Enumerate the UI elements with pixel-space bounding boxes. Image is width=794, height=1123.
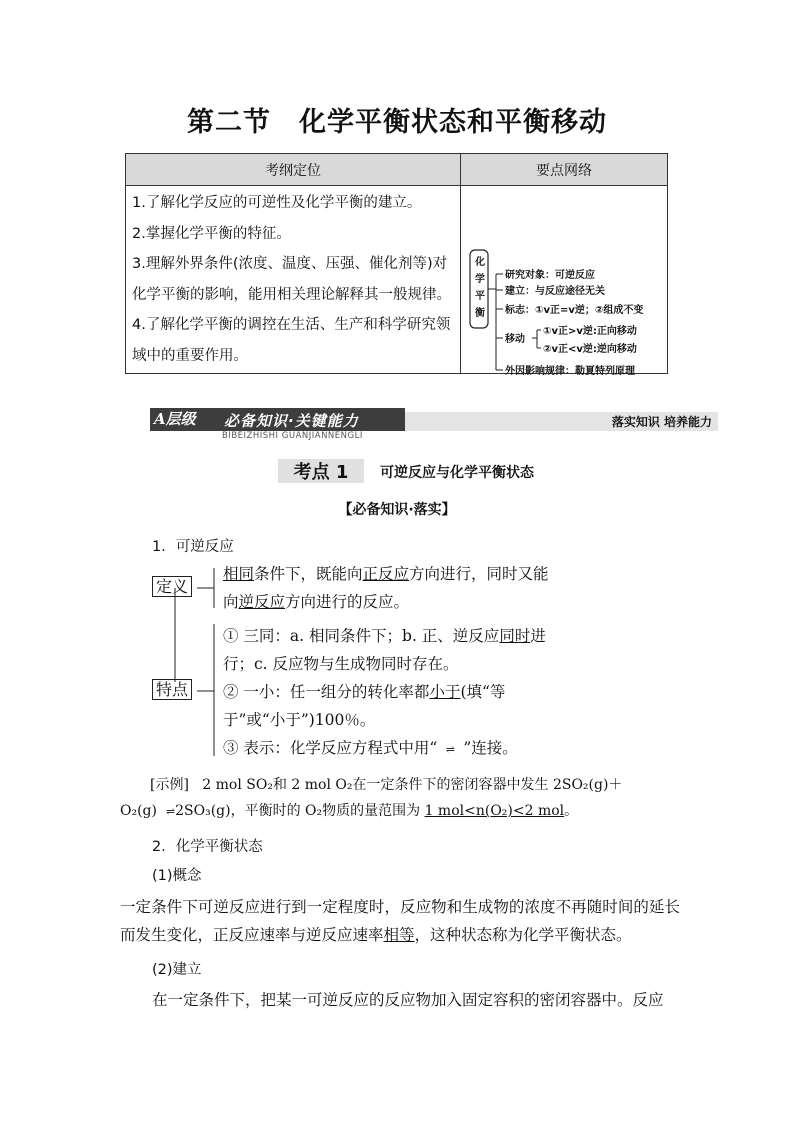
level-label: A层级 (154, 410, 196, 428)
definition-label: 定义 (152, 577, 192, 597)
example-line-2: O₂(g) ⇌2SO₃(g)，平衡时的 O₂物质的量范围为 1 mol<n(O₂)<2 mol。 (120, 803, 579, 819)
banner-right-text: 落实知识 培养能力 (611, 415, 712, 429)
banner-band (405, 412, 718, 431)
concept-item: 建立：与反应途径无关 (505, 286, 605, 297)
example-block: [示例] 2 mol SO₂和 2 mol O₂在一定条件下的密闭容器中发生 2SO₂(g)＋ (150, 777, 623, 793)
heading-equilibrium: 2．化学平衡状态 (152, 839, 263, 855)
build-paragraph: 在一定条件下，把某一可逆反应的反应物加入固定容积的密闭容器中。反应 (152, 991, 664, 1009)
example-answer: 1 mol<n(O₂)<2 mol (424, 803, 565, 819)
banner-pinyin: BIBEIZHISHI GUANJIANNENGLI (222, 431, 363, 441)
definition-text: 相同条件下，既能向正反应方向进行，同时又能 向逆反应方向进行的反应。 (223, 565, 549, 611)
level-banner (150, 408, 405, 431)
concept-item: 研究对象：可逆反应 (505, 270, 595, 281)
kaodian-title: 可逆反应与化学平衡状态 (380, 465, 534, 481)
goal-item: 4.了解化学平衡的调控在生活、生产和科学研究领域中的重要作用。 (132, 317, 451, 364)
concept-move-2: ②v正<v逆:逆向移动 (543, 344, 637, 355)
outline-goals (126, 186, 461, 374)
concept-center: 化学平衡 (475, 257, 485, 319)
concept-map (461, 186, 668, 377)
outline-header-2: 要点网络 (461, 154, 668, 186)
subheading-concept: (1)概念 (152, 868, 202, 884)
section-title: 化学平衡状态和平衡移动 (299, 107, 607, 138)
goal-item: 2.掌握化学平衡的特征。 (132, 225, 291, 242)
banner-main-text: 必备知识·关键能力 (224, 412, 359, 430)
outline-table (125, 153, 668, 377)
feature-text: ① 三同：a. 相同条件下；b. 正、逆反应同时进 行；c. 反应物与生成物同时存在。 ② 一小：任一组分的转化率都小于(填“等 于”或“小于”)100％。 ③ 表示：化学反应方程式中用“ ⇌ ”连接。 (223, 622, 546, 764)
heading-reversible: 1．可逆反应 (152, 539, 234, 555)
example-label: [示例] (150, 777, 189, 793)
goal-item: 1.了解化学反应的可逆性及化学平衡的建立。 (132, 195, 422, 211)
equilibrium-arrow-icon: ⇌ (445, 743, 455, 756)
goal-item: 3.理解外界条件(浓度、温度、压强、催化剂等)对化学平衡的影响，能用相关理论解释其一般规律。 (132, 256, 451, 303)
subheading-build: (2)建立 (152, 962, 202, 978)
concept-item: 外因影响规律：勒夏特列原理 (505, 366, 635, 377)
concept-move-1: ①v正>v逆:正向移动 (543, 326, 637, 337)
feature-label: 特点 (152, 680, 192, 700)
concept-item: 标志：①v正=v逆；②组成不变 (505, 305, 644, 316)
outline-header-1: 考纲定位 (126, 154, 461, 186)
kaodian-label: 考点 1 (293, 462, 349, 483)
page-title (0, 100, 794, 139)
section-number: 第二节 (187, 107, 271, 138)
section-heading: 【必备知识·落实】 (338, 502, 456, 518)
equilibrium-arrow-icon: ⇌ (165, 805, 176, 818)
concept-move-label: 移动 (505, 334, 525, 345)
concept-paragraph: 一定条件下可逆反应进行到一定程度时，反应物和生成物的浓度不再随时间的延长而发生变化，正反应速率与逆反应速率相等，这种状态称为化学平衡状态。 (120, 898, 680, 944)
